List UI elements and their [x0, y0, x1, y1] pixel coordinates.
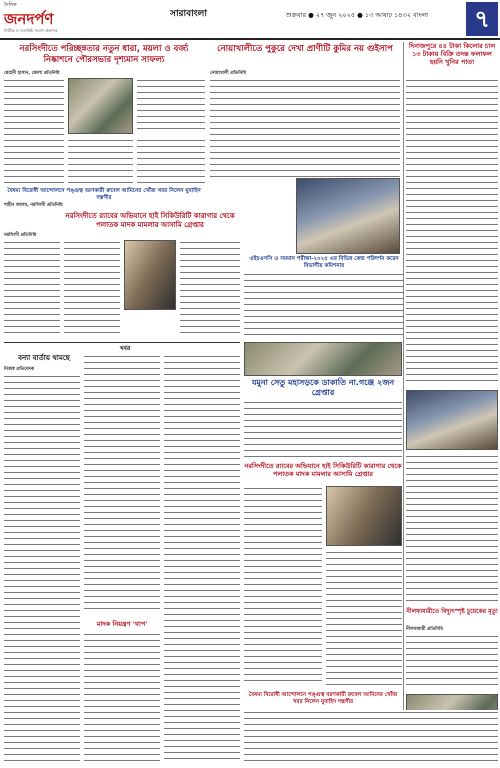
news-label: খবর	[119, 345, 131, 352]
logo-tagline: নির্ভীক ও সত্যনিষ্ঠ সংবাদ প্রকাশক	[4, 28, 58, 33]
article-text	[137, 78, 205, 134]
article-text	[244, 272, 404, 340]
headline-baishnab: বৈষম্য বিরোধী আন্দোলনে পঙ্গুত্ব বরণকারী রুবেল আমিনের খোঁজ খবর নিলেন যুবাহিদ দস্তগীর	[7, 188, 201, 201]
byline-noakhali: নোয়াখালী প্রতিনিধি	[210, 71, 247, 76]
column-divider	[403, 42, 404, 742]
article-text	[244, 710, 498, 764]
headline-jamuna: যমুনা সেতু মহাসড়কে ডাকাতি না.গঞ্জে ২জন গ্রেপ্তার	[251, 378, 395, 397]
photo-right-column	[406, 390, 498, 450]
logo-name: জনদর্পণ	[4, 10, 54, 28]
headline-nilphamari: নীলফামারীতে বিদ্যুৎস্পৃষ্ট চুয়েকের মৃত্যু	[406, 608, 498, 615]
article-text	[84, 632, 160, 764]
logo-prefix: দৈনিক	[4, 2, 17, 8]
headline-narsingdi-sanitation: নরসিংদীতে পরিচ্ছন্নতার নতুন ধারা, ময়লা ও বর্জ্য নিষ্কাশনে পৌরসভার দৃশ্যমান সাফল্য	[19, 44, 189, 65]
article-text	[64, 240, 120, 335]
article-text	[180, 240, 240, 335]
page-number: ৭	[466, 2, 498, 36]
article-text	[210, 78, 400, 178]
article-text	[164, 354, 240, 764]
headline-drug-arrest: নরসিংদীতে র‍্যাবের অভিযানে হাই সিকিউরিটি কারাগার থেকে পলাতক মাদক মামলার আসামি গ্রেপ্তার	[65, 212, 235, 229]
photo-hsc-exam	[296, 178, 400, 254]
byline-flood: নিজস্ব প্রতিবেদক	[4, 367, 35, 372]
headline-flood: বন্যা বার্তায় থামছে	[18, 354, 70, 362]
article-text	[84, 354, 160, 614]
headline-baishnab-repeat: বৈষম্য বিরোধী আন্দোলনে পঙ্গুত্ব বরণকারী রুবেল আমিনের খোঁজ খবর নিলেন যুবাহিদ দস্তগীর	[248, 692, 398, 705]
byline-drug-arrest: নরসিংদী প্রতিনিধি	[4, 233, 37, 238]
byline-narsingdi-sanitation: মেহেদী হাসান, জেলা প্রতিনিধি	[4, 71, 60, 76]
caption-hsc-exam: এইচএসসি ও সমমান পরীক্ষা-২০২৫ এর বিভিন্ন কেন্দ্র পরিদর্শন করেন বিভাগীয় কমিশনার	[249, 256, 399, 269]
masthead	[0, 0, 500, 40]
headline-noakhali-crocodile: নোয়াখালীতে পুকুরে দেখা প্রাণীটি কুমির নয় গুইসাপ	[217, 44, 393, 54]
article-text	[406, 454, 498, 604]
divider	[4, 342, 240, 343]
photo-accused	[124, 240, 176, 310]
headline-dinajpur: দিনাজপুরে ৪৪ টাকা কিলোর চাল ১৩ টাকায় বিক্রি তদন্ত ফলাফল হয়নি খুনির পাতা	[408, 42, 496, 67]
article-text	[4, 78, 64, 188]
byline-baishnab: শাহীন আলম, নরসিংদী প্রতিনিধি	[4, 203, 63, 208]
newspaper-logo	[4, 2, 74, 32]
article-text	[68, 138, 133, 188]
article-text	[326, 550, 402, 686]
article-text	[4, 240, 60, 335]
byline-nilphamari: নীলফামারী প্রতিনিধি	[406, 627, 443, 632]
article-text	[4, 374, 80, 764]
headline-drug-stamp: মাদক নিয়ন্ত্রণ 'থাপ'	[96, 620, 148, 628]
photo-sanitation	[68, 78, 133, 134]
section-name: সারাবাংলা	[170, 9, 207, 19]
article-text	[406, 634, 498, 690]
dateline: শুক্রবার ● ২৭ জুন ২০২৫ ● ১৩ আষাঢ় ১৪৩২ বাংলা	[286, 11, 429, 19]
headline-drug-arrest-repeat: নরসিংদীতে র‍্যাবের অভিযানে হাই সিকিউরিটি কারাগার থেকে পলাতক মাদক মামলার আসামি গ্রেপ্তার	[244, 462, 402, 479]
article-text	[244, 486, 322, 686]
article-text	[137, 138, 205, 188]
article-text	[406, 78, 498, 382]
photo-jamuna-arrest	[244, 342, 402, 376]
photo-accused-2	[326, 486, 402, 546]
article-text	[244, 400, 402, 460]
